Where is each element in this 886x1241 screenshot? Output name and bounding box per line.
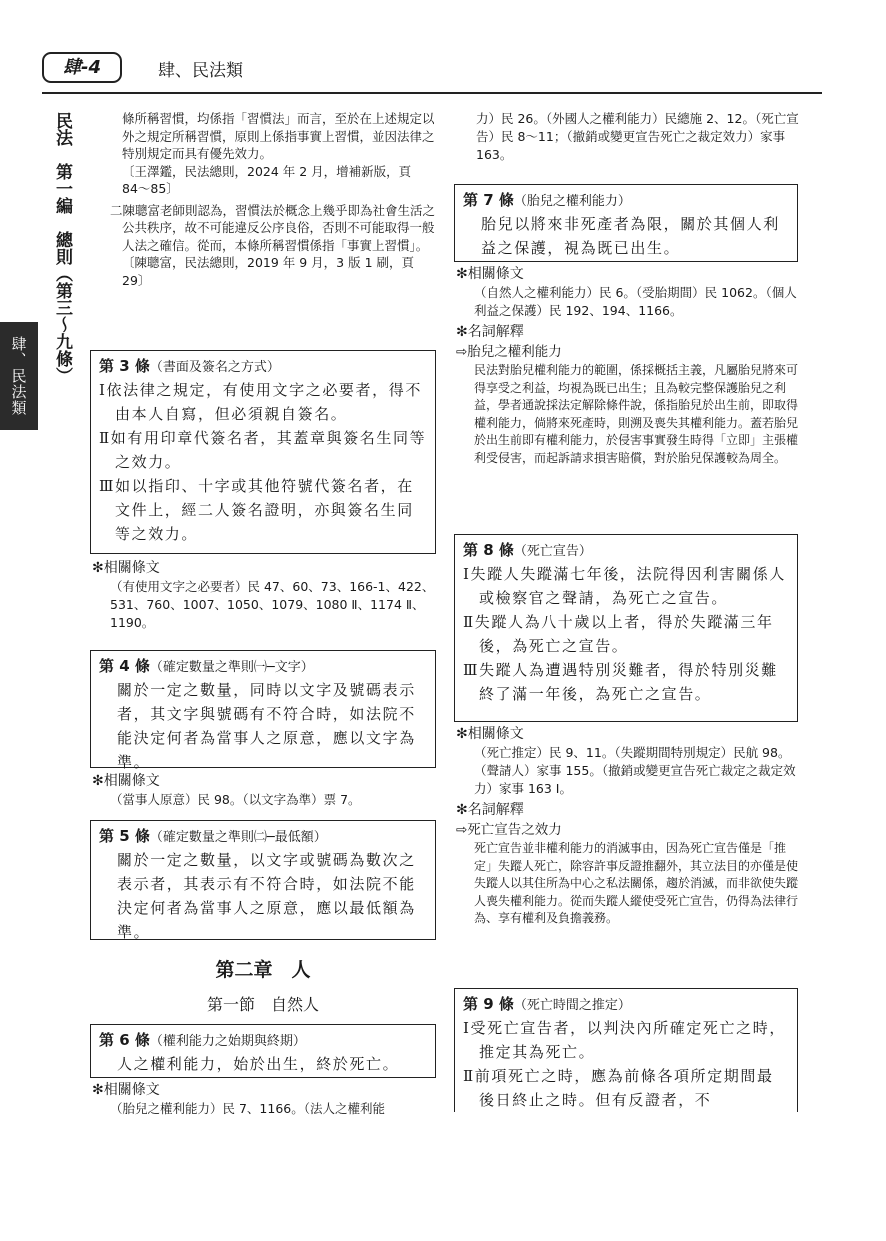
article-8-box [454,534,798,722]
article-9-box [454,988,798,1112]
related-text: （胎兒之權利能力）民 7、1166。（法人之權利能 [110,1101,385,1116]
article-title: （書面及簽名之方式） [149,360,280,375]
related-label: ✻相關條文 [456,726,524,742]
term-heading: ⇨死亡宣告之效力 [456,822,562,838]
article-text: 關於一定之數量，以文字或號碼為數次之表示者，其表示有不符合時，如法院不能決定何者為當事人之原意，應以最低額為準。 [117,851,416,941]
article-clause: Ⅲ如以指印、十字或其他符號代簽名者，在文件上，經二人簽名證明，亦與簽名生同等之效力。 [99,477,414,543]
article-4-box [90,650,436,771]
article-clause: Ⅲ失蹤人為遭遇特別災難者，得於特別災難終了滿一年後，為死亡之宣告。 [463,661,778,703]
related-label: ✻相關條文 [92,560,160,576]
section-heading: 第一節 自然人 [206,995,319,1014]
article-clause: Ⅰ依法律之規定，有使用文字之必要者，得不由本人自寫，但必須親自簽名。 [99,381,422,423]
article-text: 關於一定之數量，同時以文字及號碼表示者，其文字與號碼有不符合時，如法院不能決定何者為當事人之原意，應以文字為準。 [117,681,416,771]
article-title: （死亡時間之推定） [513,998,631,1013]
vertical-chapter-title: 民法 第一編 總則（第三〜九條） [52,112,72,384]
note-paragraph: 條所稱習慣，均係指「習慣法」而言，至於在上述規定以外之規定所稱習慣，原則上係指事實上習慣，並因法律之特別規定而具有優先效力。 [122,111,435,161]
article-clause: Ⅱ失蹤人為八十歲以上者，得於失蹤滿三年後，為死亡之宣告。 [463,613,774,655]
article-heading [463,189,789,210]
commentary-notes [110,110,436,289]
related-articles-4 [92,771,438,809]
article-7-box [454,184,798,262]
header-divider [42,92,822,94]
related-label: ✻相關條文 [456,266,524,282]
related-text-continued: 力）民 26。（外國人之權利能力）民總施 2、12。（死亡宣告）民 8〜11；（撤銷或變更宣告死亡之裁定效力）家事 163。 [476,111,799,162]
term-explanation: 民法對胎兒權利能力的範圍，係採概括主義，凡屬胎兒將來可得享受之利益，均視為既已出生；且為較完整保護胎兒之利益，學者通說採法定解除條件說，係指胎兒於出生前，即取得權利能力，倘將來死產時，則溯及喪失其權利能力。蓋若胎兒於出生前即有權利能力，於侵害事實發生時得「立即」主張權利受侵害，而起訴請求損害賠償，對於胎兒保護較為周全。 [474,363,799,465]
article-title: （權利能力之始期與終期） [149,1034,306,1049]
article-title: （死亡宣告） [513,544,592,559]
term-label: ✻名詞解釋 [456,324,524,340]
article-title: （確定數量之準則㈠─文字） [149,660,314,675]
related-articles-7 [456,264,800,467]
article-title: （確定數量之準則㈡─最低額） [149,830,327,845]
article-clause: Ⅰ失蹤人失蹤滿七年後，法院得因利害關係人或檢察官之聲請，為死亡之宣告。 [463,565,786,607]
page-header-title: 肆、民法類 [158,61,243,81]
term-heading: ⇨胎兒之權利能力 [456,344,562,360]
article-text: 胎兒以將來非死產者為限，關於其個人利益之保護，視為既已出生。 [481,215,780,257]
chapter-heading: 第二章 人 [215,959,311,981]
article-heading [463,993,789,1014]
related-label: ✻相關條文 [92,773,160,789]
article-number: 第 7 條 [463,191,514,209]
related-articles-3 [92,558,438,632]
page-number-badge: 肆-4 [42,52,122,83]
article-heading [99,825,427,846]
article-number: 第 8 條 [463,541,514,559]
related-articles-8 [456,724,800,928]
article-number: 第 6 條 [99,1031,150,1049]
term-explanation: 死亡宣告並非權利能力的消滅事由，因為死亡宣告僅是「推定」失蹤人死亡，除容許事反證推翻外，其立法目的亦僅是使失蹤人以其住所為中心之私法關係，趨於消滅，而非欲使失蹤人喪失權利能力。從而失蹤人縱使受死亡宣告，仍得為法律行為、享有權利及負擔義務。 [474,841,799,925]
article-text: 人之權利能力，始於出生，終於死亡。 [117,1055,400,1073]
article-3-box [90,350,436,554]
article-clause: Ⅱ如有用印章代簽名者，其蓋章與簽名生同等之效力。 [99,429,427,471]
article-clause: Ⅰ受死亡宣告者，以判決內所確定死亡之時，推定其為死亡。 [463,1019,786,1061]
related-text: （有使用文字之必要者）民 47、60、73、166-1、422、531、760、1007、1050、1079、1080 Ⅱ、1174 Ⅱ、1190。 [110,579,435,630]
article-5-box [90,820,436,940]
term-label: ✻名詞解釋 [456,802,524,818]
article-heading [99,655,427,676]
article-number: 第 4 條 [99,657,150,675]
related-text: （死亡推定）民 9、11。（失蹤期間特別規定）民航 98。（聲請人）家事 155。（撤銷或變更宣告死亡裁定之裁定效力）家事 163 Ⅰ。 [474,745,796,796]
article-number: 第 9 條 [463,995,514,1013]
article-heading [99,355,427,376]
note-citation: 〔王澤鑑，民法總則，2024 年 2 月，增補新版，頁 84〜85〕 [122,163,412,196]
article-number: 第 5 條 [99,827,150,845]
related-label: ✻相關條文 [92,1082,160,1098]
article-heading [99,1029,427,1050]
article-heading [463,539,789,560]
related-articles-6 [92,1080,438,1118]
section-tab: 肆、民法類 [0,322,38,430]
note-paragraph: 二陳聰富老師則認為，習慣法於概念上幾乎即為社會生活之公共秩序，故不可能違反公序良俗，否則不可能取得一般人法之確信。從而，本條所稱習慣係指「事實上習慣」。 [110,202,436,253]
article-title: （胎兒之權利能力） [513,194,631,209]
note-citation: 〔陳聰富，民法總則，2019 年 9 月，3 版 1 刷，頁 29〕 [122,255,415,288]
article-clause: Ⅱ前項死亡之時，應為前條各項所定期間最後日終止之時。但有反證者，不 [463,1067,774,1109]
article-6-box [90,1024,436,1078]
related-text: （當事人原意）民 98。（以文字為準）票 7。 [110,792,361,807]
related-text: （自然人之權利能力）民 6。（受胎期間）民 1062。（個人利益之保護）民 192、194、1166。 [474,285,797,318]
article-number: 第 3 條 [99,357,150,375]
